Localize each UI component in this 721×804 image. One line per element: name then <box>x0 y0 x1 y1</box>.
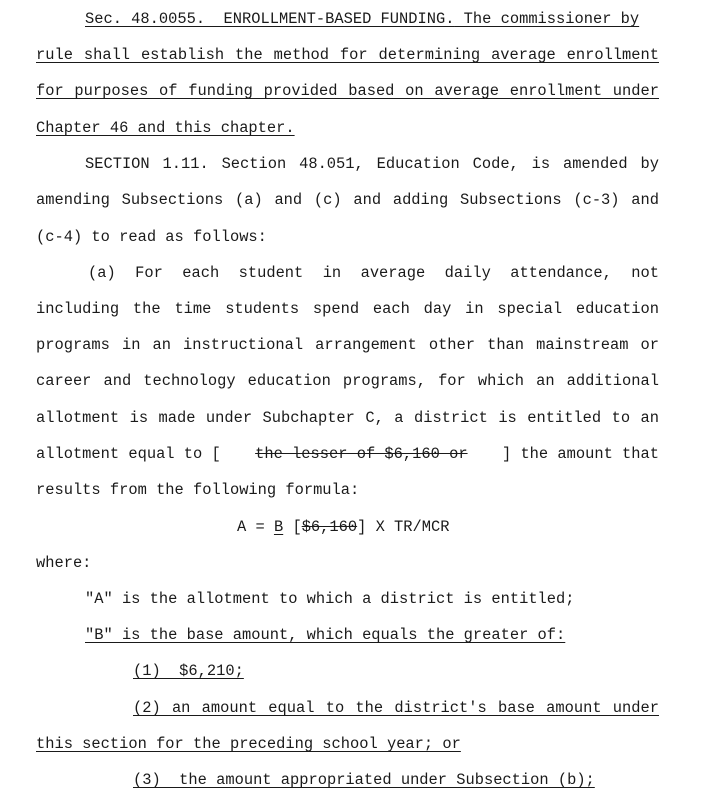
subsection-a-line-5: allotment is made under Subchapter C, a district is entitled to an <box>36 409 659 427</box>
definition-item-2-line-2: this section for the preceding school year; or <box>36 735 461 753</box>
subsection-a-line-6 <box>36 443 659 465</box>
formula-inserted-b: B <box>273 518 284 536</box>
deleted-text-lesser-of: the lesser of $6,160 or <box>255 445 468 463</box>
sec-48-0055-line-2: rule shall establish the method for determining average enrollment <box>36 46 659 64</box>
sec-48-0055-line-3: for purposes of funding provided based on average enrollment under <box>36 82 659 100</box>
sec-48-0055-line-4: Chapter 46 and this chapter. <box>36 119 295 137</box>
definition-item-3: (3) the amount appropriated under Subsection (b); <box>133 771 595 789</box>
where-label: where: <box>36 554 92 572</box>
sec-heading: Sec. 48.0055. ENROLLMENT-BASED FUNDING. <box>85 10 455 28</box>
definition-a: "A" is the allotment to which a district is entitled; <box>85 590 575 608</box>
subsection-a-line-3: programs in an instructional arrangement other than mainstream or <box>36 336 659 354</box>
formula-bracket: [ <box>283 518 302 536</box>
amount-that-text: ] the amount that <box>501 445 659 463</box>
subsection-a-line-2: including the time students spend each day in special education <box>36 300 659 318</box>
section-1-11-line-1: SECTION 1.11. Section 48.051, Education Code, is amended by <box>85 155 659 173</box>
allotment-equal-text: allotment equal to [ <box>36 445 221 463</box>
sec-text: The commissioner by <box>454 10 640 28</box>
definition-item-2-line-1: (2) an amount equal to the district's base amount under <box>133 699 659 717</box>
formula <box>237 516 449 538</box>
section-1-11-line-2: amending Subsections (a) and (c) and adding Subsections (c-3) and <box>36 191 659 209</box>
subsection-a-line-1: (a) For each student in average daily attendance, not <box>88 264 659 282</box>
definition-item-1: (1) $6,210; <box>133 662 244 680</box>
subsection-a-line-7: results from the following formula: <box>36 481 360 499</box>
formula-rest: ] X TR/MCR <box>357 518 450 536</box>
subsection-a-line-4: career and technology education programs, for which an additional <box>36 372 659 390</box>
sec-48-0055-line-1 <box>85 8 639 30</box>
section-1-11-line-3: (c-4) to read as follows: <box>36 228 267 246</box>
formula-a: A = <box>237 518 274 536</box>
definition-b: "B" is the base amount, which equals the greater of: <box>85 626 566 644</box>
formula-deleted-amount: $6,160 <box>301 518 358 536</box>
